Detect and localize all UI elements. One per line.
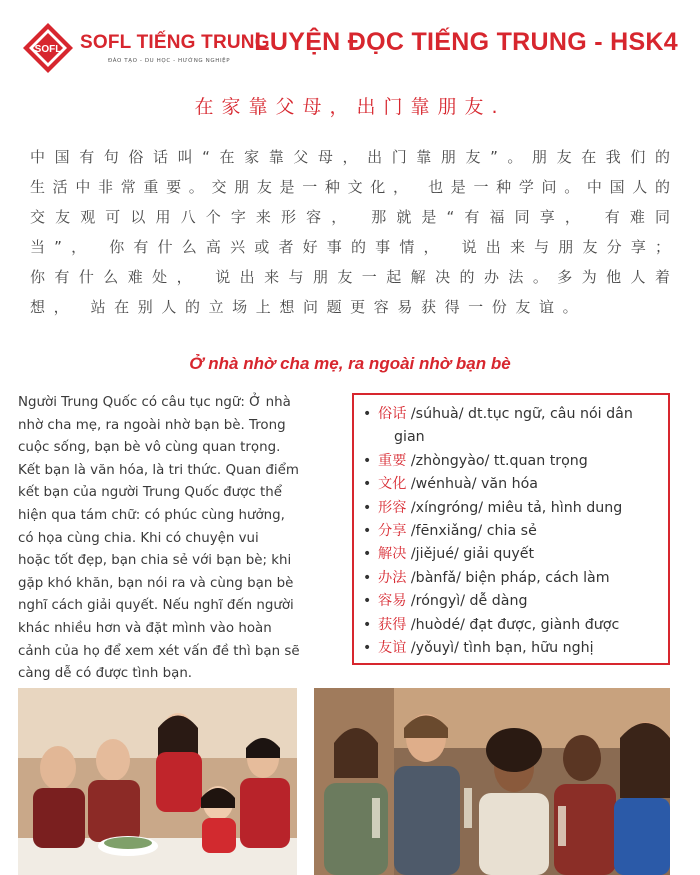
vocab-hanzi: 重要 xyxy=(378,452,407,469)
vocab-hanzi: 办法 xyxy=(378,569,407,586)
logo-mark-text: SOFL xyxy=(34,44,62,55)
sofl-logo[interactable] xyxy=(22,22,270,74)
bullet-icon: • xyxy=(363,452,372,469)
family-photo xyxy=(18,688,297,875)
vietnamese-passage-line: có họa cùng chia. Khi có chuyện vui xyxy=(18,530,259,546)
chinese-passage xyxy=(30,142,670,322)
bullet-icon: • xyxy=(363,593,372,610)
vocab-meaning-cont: gian xyxy=(394,429,425,446)
vocab-hanzi: 解决 xyxy=(378,546,407,563)
vocab-item xyxy=(362,473,662,496)
vietnamese-passage-line: kết bạn của người Trung Quốc được thể xyxy=(18,485,282,501)
vocab-hanzi: 容易 xyxy=(378,593,407,610)
vocab-pinyin: /xíngróng/ xyxy=(410,499,484,516)
vocab-meaning: dt.tục ngữ, câu nói dân xyxy=(468,406,633,422)
vocab-item xyxy=(362,637,662,660)
bullet-icon: • xyxy=(363,569,372,586)
vocab-item xyxy=(362,614,662,637)
chinese-passage-line: 当”， 你有什么高兴或者好事的事情， 说出来与朋友分享； xyxy=(30,238,670,256)
friends-photo xyxy=(314,688,670,875)
vocab-meaning: văn hóa xyxy=(480,476,538,493)
bullet-icon: • xyxy=(363,523,372,540)
vocabulary-box xyxy=(352,393,670,665)
vocab-item xyxy=(362,497,662,520)
vocab-hanzi: 文化 xyxy=(378,476,407,493)
vocab-meaning: đạt được, giành được xyxy=(469,616,620,633)
vocab-meaning: biện pháp, cách làm xyxy=(465,569,610,586)
logo-text: SOFL TIẾNG TRUNG xyxy=(80,32,270,53)
vietnamese-passage-line: cảnh của họ để xem xét vấn đề thì bạn sẽ xyxy=(18,643,300,659)
vocab-pinyin: /jiějué/ xyxy=(410,546,459,563)
vocab-item xyxy=(362,450,662,473)
vocab-hanzi: 分享 xyxy=(378,523,407,540)
chinese-passage-line: 生活中非常重要。交朋友是一种文化， 也是一种学问。中国人的 xyxy=(30,178,670,196)
vocab-meaning: chia sẻ xyxy=(486,523,537,540)
vocab-meaning: giải quyết xyxy=(463,546,535,563)
chinese-passage-line: 中国有句俗话叫“在家靠父母，出门靠朋友”。朋友在我们的 xyxy=(30,148,670,166)
bullet-icon: • xyxy=(363,546,372,563)
bullet-icon: • xyxy=(363,406,372,422)
proverb-chinese: 在家靠父母，出门靠朋友. xyxy=(194,96,506,118)
vietnamese-passage xyxy=(18,392,342,686)
sofl-logo-mark xyxy=(22,22,74,74)
vietnamese-passage-line: nhờ cha mẹ, ra ngoài nhờ bạn bè. Trong xyxy=(18,417,286,433)
vocab-hanzi: 形容 xyxy=(378,499,407,516)
vocab-item xyxy=(362,403,662,450)
vietnamese-passage-line: Kết bạn là văn hóa, là tri thức. Quan điểm xyxy=(18,462,299,478)
logo-tagline: ĐÀO TẠO - DU HỌC - HƯỚNG NGHIỆP xyxy=(108,58,231,64)
vocab-item xyxy=(362,543,662,566)
bullet-icon: • xyxy=(363,499,372,516)
vietnamese-passage-line: gặp khó khăn, bạn nói ra và cùng bạn bè xyxy=(18,575,294,591)
vocab-hanzi: 友谊 xyxy=(378,640,407,657)
vietnamese-passage-line: khác nhiều hơn và đặt mình vào hoàn xyxy=(18,620,272,636)
vocab-item xyxy=(362,567,662,590)
vocab-pinyin: /fēnxiǎng/ xyxy=(410,523,483,540)
vocab-pinyin: /huòdé/ xyxy=(410,616,465,633)
vietnamese-passage-line: cuộc sống, bạn bè vô cùng quan trọng. xyxy=(18,440,281,456)
bullet-icon: • xyxy=(363,616,372,633)
vocab-hanzi: 获得 xyxy=(378,616,407,633)
vocab-meaning: dễ dàng xyxy=(469,593,528,610)
vocab-pinyin: /súhuà/ xyxy=(410,406,464,422)
vocab-item xyxy=(362,520,662,543)
vocab-pinyin: /zhòngyào/ xyxy=(410,452,490,469)
vietnamese-passage-line: nghĩ cách giải quyết. Nếu nghĩ đến người xyxy=(18,598,294,614)
proverb-vietnamese: Ở nhà nhờ cha mẹ, ra ngoài nhờ bạn bè xyxy=(189,354,511,373)
chinese-passage-line: 你有什么难处， 说出来与朋友一起解决的办法。多为他人着 xyxy=(30,268,670,286)
vietnamese-passage-line: Người Trung Quốc có câu tục ngữ: Ở nhà xyxy=(18,395,291,410)
bullet-icon: • xyxy=(363,640,372,657)
vietnamese-passage-line: hiện qua tám chữ: có phúc cùng hưởng, xyxy=(18,507,285,523)
vocab-pinyin: /wénhuà/ xyxy=(410,476,477,493)
bullet-icon: • xyxy=(363,476,372,493)
vocab-meaning: tình bạn, hữu nghị xyxy=(463,640,594,657)
vocab-hanzi: 俗话 xyxy=(378,406,407,422)
vocab-pinyin: /bànfǎ/ xyxy=(410,569,461,586)
vocab-meaning: tt.quan trọng xyxy=(493,452,588,469)
vietnamese-passage-line: càng dễ có được tình bạn. xyxy=(18,666,193,682)
page-title: LUYỆN ĐỌC TIẾNG TRUNG - HSK4 xyxy=(254,28,678,56)
chinese-passage-line: 交友观可以用八个字来形容， 那就是“有福同享， 有难同 xyxy=(30,208,670,226)
vocab-pinyin: /róngyì/ xyxy=(410,593,466,610)
chinese-passage-line: 想， 站在别人的立场上想问题更容易获得一份友谊。 xyxy=(30,298,587,316)
vietnamese-passage-line: hoặc tốt đẹp, bạn chia sẻ với bạn bè; khi xyxy=(18,553,292,569)
vocab-meaning: miêu tả, hình dung xyxy=(487,499,623,516)
vocab-pinyin: /yǒuyì/ xyxy=(410,640,459,657)
vocab-item xyxy=(362,590,662,613)
